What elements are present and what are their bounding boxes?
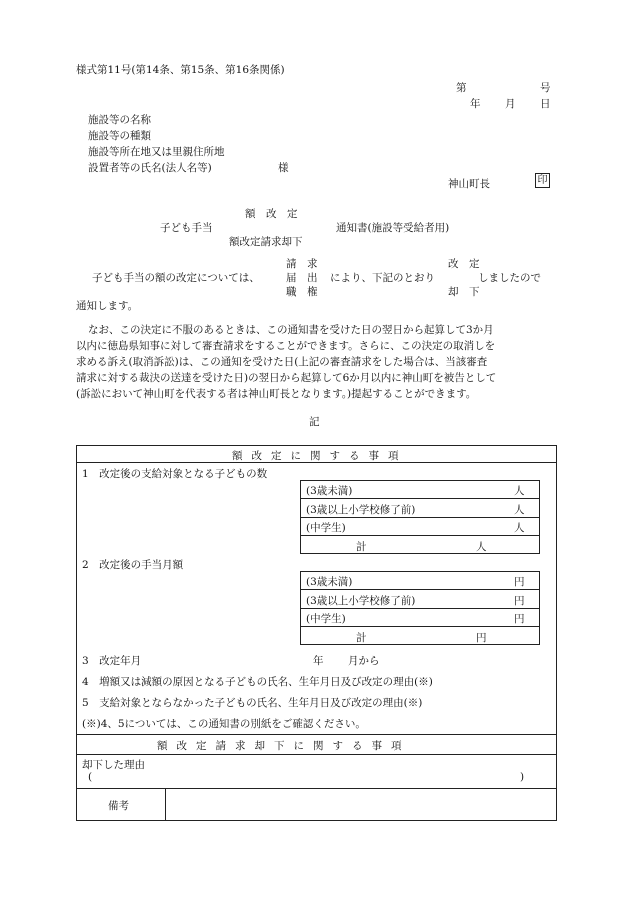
item1-label: 1 改定後の支給対象となる子どもの数 (82, 468, 268, 480)
addressee-owner-name: 設置者等の氏名(法人名等) (88, 162, 212, 174)
item2-row-under3: (3歳未満) (306, 576, 353, 588)
appeal-line-4: 請求に対する裁決の送達を受けた日)の翌日から起算して6か月以内に神山町を被告として (76, 372, 497, 384)
addressee-address: 施設等所在地又は里親住所地 (88, 146, 225, 158)
addressee-facility-type: 施設等の種類 (88, 130, 151, 142)
reject-reason-label: 却下した理由 (82, 759, 145, 771)
item1-row-junior-high: (中学生) (306, 522, 346, 534)
reject-reason-open-paren: ( (88, 771, 93, 783)
item4-label: 4 増額又は減額の原因となる子どもの氏名、生年月日及び改定の理由(※) (82, 676, 433, 688)
addressee-facility-name: 施設等の名称 (88, 114, 151, 126)
item1-rule (300, 498, 540, 499)
form-number: 様式第11号(第14条、第15条、第16条関係) (76, 64, 285, 76)
item2-total-label: 計 (356, 632, 367, 644)
item5-label: 5 支給対象とならなかった子どもの氏名、生年月日及び改定の理由(※) (82, 697, 423, 709)
appeal-line-2: 以内に徳島県知事に対して審査請求をすることができます。さらに、この決定の取消しを (76, 340, 496, 352)
item3-label: 3 改定年月 (82, 655, 142, 667)
item1-total-label: 計 (356, 541, 367, 553)
table-rule (76, 734, 557, 735)
item2-label: 2 改定後の手当月額 (82, 559, 184, 571)
option-seikyu: 請 求 (286, 258, 318, 270)
title-option-kyakka: 額改定請求却下 (229, 236, 303, 248)
body-continuation: 通知します。 (76, 300, 139, 312)
table-rule (76, 788, 557, 789)
item1-rule (300, 535, 540, 536)
title-option-kaitei: 額 改 定 (245, 208, 298, 220)
item2-rule (300, 626, 540, 627)
ki-heading: 記 (309, 416, 320, 428)
remarks-label: 備考 (108, 800, 129, 812)
option-kyakka: 却 下 (448, 286, 480, 298)
issuer-name: 神山町長 (448, 178, 490, 190)
table-header-kaitei: 額改定に関する事項 (232, 450, 408, 462)
option-todokede: 届 出 (286, 272, 318, 284)
body-mid: により、下記のとおり (330, 272, 435, 284)
appeal-line-1: なお、この決定に不服のあるときは、この通知書を受けた日の翌日から起算して3か月 (88, 324, 494, 336)
item2-unit: 円 (514, 595, 525, 607)
table-header-kyakka: 額改定請求却下に関する事項 (157, 740, 411, 752)
title-suffix: 通知書(施設等受給者用) (336, 222, 450, 234)
item3-month: 月から (348, 655, 380, 667)
item2-rule (300, 589, 540, 590)
appeal-line-5: (訴訟において神山町を代表する者は神山町長となります。)提起することができます。 (76, 388, 477, 400)
table-rule (76, 754, 557, 755)
item2-rule (300, 608, 540, 609)
date-year: 年 (470, 98, 481, 110)
item2-unit: 円 (514, 613, 525, 625)
item3-year: 年 (313, 655, 324, 667)
item1-row-under3: (3歳未満) (306, 485, 353, 497)
body-end: しましたので (478, 272, 541, 284)
item1-unit: 人 (514, 504, 525, 516)
reject-reason-close-paren: ) (520, 771, 525, 783)
date-month: 月 (505, 98, 516, 110)
item2-row-elementary: (3歳以上小学校修了前) (306, 595, 416, 607)
title-prefix: 子ども手当 (160, 222, 213, 234)
item1-unit: 人 (514, 522, 525, 534)
appeal-line-3: 求める訴え(取消訴訟)は、この通知を受けた日(上記の審査請求をした場合は、当該審査 (76, 356, 488, 368)
doc-number-suffix: 号 (540, 82, 551, 94)
item1-rule (300, 517, 540, 518)
option-kaitei: 改 定 (448, 258, 480, 270)
option-shokken: 職 権 (286, 286, 318, 298)
item2-row-junior-high: (中学生) (306, 613, 346, 625)
seal-box: 印 (535, 173, 550, 188)
doc-number-prefix: 第 (456, 82, 467, 94)
item2-unit: 円 (514, 576, 525, 588)
date-day: 日 (540, 98, 551, 110)
remarks-divider (165, 788, 166, 821)
item1-total-unit: 人 (476, 541, 487, 553)
body-lead: 子ども手当の額の改定については、 (92, 272, 260, 284)
note-line: (※)4、5については、この通知書の別紙をご確認ください。 (82, 718, 366, 730)
item2-total-unit: 円 (476, 632, 487, 644)
item1-unit: 人 (514, 485, 525, 497)
honorific: 様 (278, 162, 289, 174)
item1-row-elementary: (3歳以上小学校修了前) (306, 504, 416, 516)
